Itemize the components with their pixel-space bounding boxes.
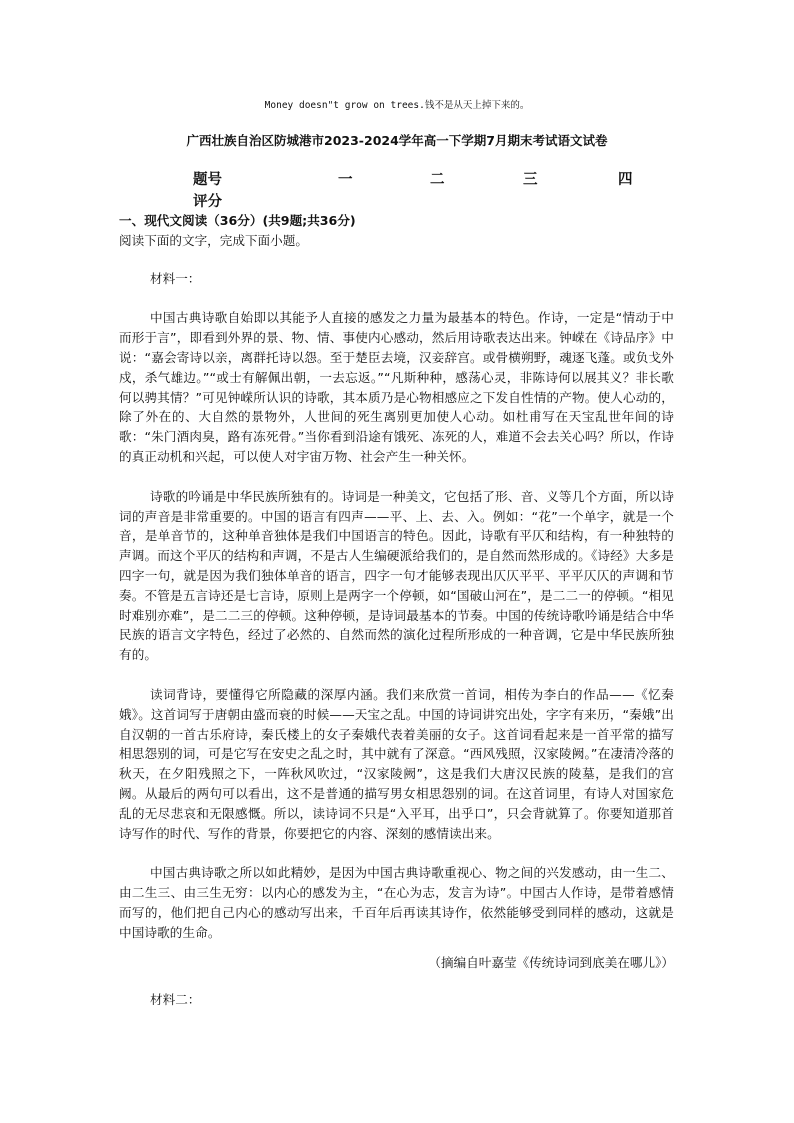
instruction: 阅读下面的文字，完成下面小题。 [119,232,308,248]
header-proverb: Money doesn"t grow on trees.钱不是从天上掉下来的。 [264,100,530,111]
reading-section [119,211,674,1010]
column-4: 四 [618,172,633,188]
score-label: 评分 [193,194,222,210]
score-table [193,168,643,212]
material-1-label: 材料一： [150,270,201,286]
score-row [193,190,643,212]
paragraph: 中国古典诗歌自始即以其能予人直接的感发之力量为最基本的特色。作诗，一定是“情动于中而形于言”，即看到外界的景、物、情、事使内心感动，然后用诗歌表达出来。钟嵘在《诗品序》中说：“嘉会寄诗以亲，离群托诗以怨。至于楚臣去境，汉妾辞宫。或骨横朔野，魂逐飞蓬。或负戈外戍，杀气雄边。”“或士有解佩出朝，一去忘返。”“凡斯种种，感荡心灵，非陈诗何以展其义？非长歌何以骋其情？”可见钟嵘所认识的诗歌，其本质乃是心物相感应之下发自性情的产物。使人心动的，除了外在的、大自然的景物外，人世间的死生离别更加使人心动。如杜甫写在天宝乱世年间的诗歌：“朱门酒肉臭，路有冻死骨。”当你看到沿途有饿死、冻死的人，难道不会去关心吗？所以，作诗的真正动机和兴起，可以使人对宇宙万物、社会产生一种关怀。 [119,310,674,464]
column-2: 二 [430,172,445,188]
question-number-label: 题号 [193,172,222,188]
material-2-label: 材料二： [150,992,201,1008]
question-number-row [193,168,643,190]
paragraph: 中国古典诗歌之所以如此精妙，是因为中国古典诗歌重视心、物之间的兴发感动，由一生二、由二生三、由三生无穷：以内心的感发为主，“在心为志，发言为诗”。中国古人作诗，是带着感情而写的，他们把自己内心的感动写出来，千百年后再读其诗作，依然能够受到同样的感动，这就是中国诗歌的生命。 [119,865,674,940]
column-1: 一 [338,172,353,188]
exam-title: 广西壮族自治区防城港市2023-2024学年高一下学期7月期末考试语文试卷 [186,133,608,148]
source-citation: （摘编自叶嘉莹《传统诗词到底美在哪儿》） [428,954,674,970]
paragraph: 诗歌的吟诵是中华民族所独有的。诗词是一种美文，它包括了形、音、义等几个方面，所以诗词的声音是非常重要的。中国的语言有四声——平、上、去、入。例如：“花”一个单字，就是一个音，是单音节的，这种单音独体是我们中国语言的特色。因此，诗歌有平仄和结构，有一种独特的声调。而这个平仄的结构和声调，不是古人生编硬派给我们的，是自然而然形成的。《诗经》大多是四字一句，就是因为我们独体单音的语言，四字一句才能够表现出仄仄平平、平平仄仄的声调和节奏。不管是五言诗还是七言诗，原则上是两字一个停顿，如“国破山河在”，是二二一的停顿。“相见时难别亦难”，是二二三的停顿。这种停顿，是诗词最基本的节奏。中国的传统诗歌吟诵是结合中华民族的语言文字特色，经过了必然的、自然而然的演化过程所形成的一种音调，它是中华民族所独有的。 [119,488,674,663]
section-heading: 一、现代文阅读（36分）(共9题;共36分) [119,213,356,228]
paragraph: 读词背诗，要懂得它所隐藏的深厚内涵。我们来欣赏一首词，相传为李白的作品——《忆秦娥》。这首词写于唐朝由盛而衰的时候——天宝之乱。中国的诗词讲究出处，字字有来历，“秦娥”出自汉朝的一首古乐府诗，秦氏楼上的女子秦娥代表着美丽的女子。这首词看起来是一首平常的描写相思怨别的词，可是它写在安史之乱之时，其中就有了深意。“西风残照，汉家陵阙。”在凄清冷落的秋天，在夕阳残照之下，一阵秋风吹过，“汉家陵阙”，这是我们大唐汉民族的陵墓，是我们的宫阙。从最后的两句可以看出，这不是普通的描写男女相思怨别的词。在这首词里，有诗人对国家危乱的无尽悲哀和无限感慨。所以，读诗词不只是“入平耳，出乎口”，只会背就算了。你要知道那首诗写作的时代、写作的背景，你要把它的内容、深刻的感情读出来。 [119,686,674,841]
column-3: 三 [523,172,538,188]
